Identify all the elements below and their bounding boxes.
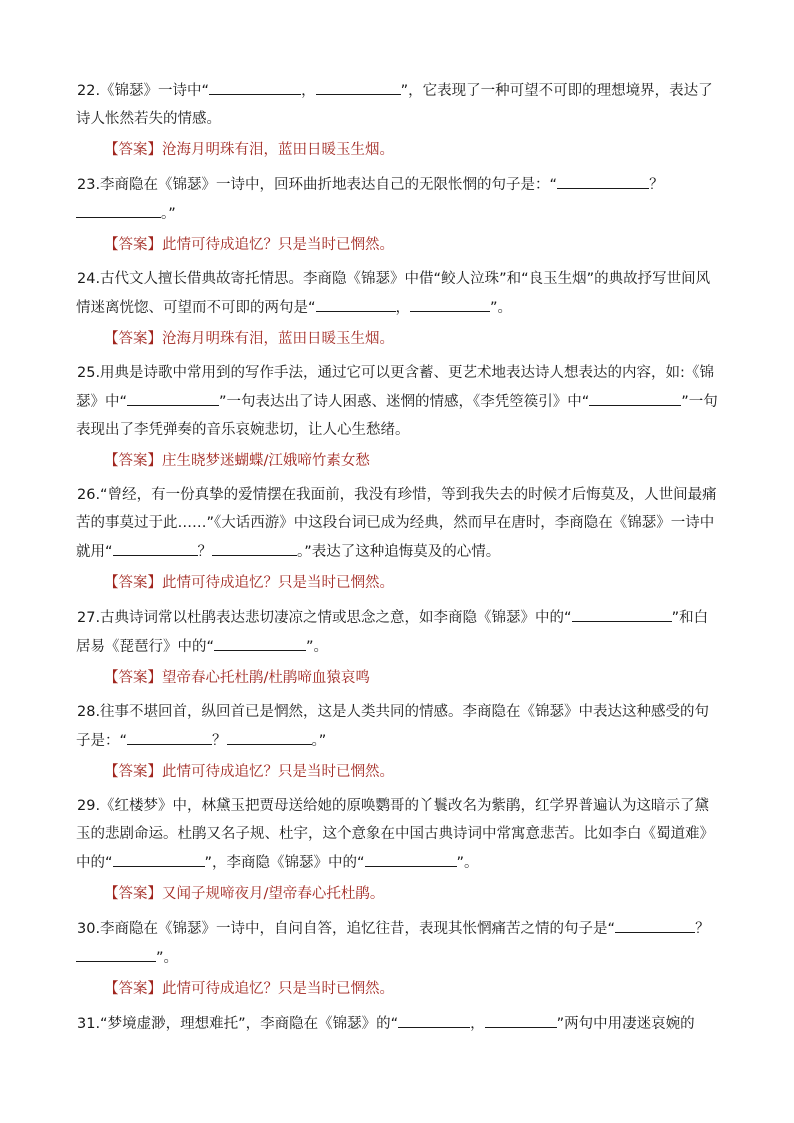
answer-blank[interactable] — [557, 170, 649, 189]
question-23: 23.李商隐在《锦瑟》一诗中，回环曲折地表达自己的无限怅惘的句子是：“ ？。” — [76, 170, 722, 228]
answer-25: 【答案】庄生晓梦迷蝴蝶/江娥啼竹素女愁 — [104, 453, 370, 469]
question-31: 31.“梦境虚渺，理想难托”，李商隐在《锦瑟》的“ ， ”两句中用凄迷哀婉的 — [76, 1009, 722, 1038]
answer-blank[interactable] — [209, 76, 301, 95]
answer-blank[interactable] — [410, 293, 490, 312]
answer-blank[interactable] — [212, 537, 297, 556]
answer-blank[interactable] — [589, 387, 681, 406]
answer-30: 【答案】此情可待成追忆？只是当时已惘然。 — [104, 981, 394, 997]
answer-blank[interactable] — [214, 632, 306, 651]
question-29: 29.《红楼梦》中，林黛玉把贾母送给她的原唤鹦哥的丫鬟改名为紫鹃，红学界普遍认为这暗示了黛玉的悲剧命运。杜鹃又名子规、杜宇，这个意象在中国古典诗词中常寓意悲苦。比如李白《蜀道难》中的“ ”，李商隐《锦瑟》中的“ ”。 — [76, 798, 714, 871]
question-25: 25.用典是诗歌中常用到的写作手法，通过它可以更含蓄、更艺术地表达诗人想表达的内容，如:《锦瑟》中“ ”一句表达出了诗人困惑、迷惘的情感，《李凭箜篌引》中“ ”一句表现出了李凭弹奏的音乐哀婉悲切，让人心生愁绪。 — [76, 365, 718, 438]
question-27: 27.古典诗词常以杜鹃表达悲切凄凉之情或思念之意，如李商隐《锦瑟》中的“ ”和白居易《琵琶行》中的“ ”。 — [76, 603, 722, 661]
answer-27: 【答案】望帝春心托杜鹃/杜鹃啼血猿哀鸣 — [104, 670, 370, 686]
question-26: 26.“曾经，有一份真挚的爱情摆在我面前，我没有珍惜，等到我失去的时候才后悔莫及，人世间最痛苦的事莫过于此……”《大话西游》中这段台词已成为经典，然而早在唐时，李商隐在《锦瑟》一诗中就用“ ？ 。”表达了这种追悔莫及的心情。 — [76, 487, 717, 560]
answer-24: 【答案】沧海月明珠有泪，蓝田日暖玉生烟。 — [104, 331, 394, 347]
answer-blank[interactable] — [127, 726, 212, 745]
question-24: 24.古代文人擅长借典故寄托情思。李商隐《锦瑟》中借“鲛人泣珠”和“良玉生烟”的典故抒写世间风情迷离恍惚、可望而不可即的两句是“ ， ”。 — [76, 271, 711, 316]
answer-22: 【答案】沧海月明珠有泪，蓝田日暖玉生烟。 — [104, 142, 394, 158]
answer-blank[interactable] — [485, 1009, 557, 1028]
answer-blank[interactable] — [615, 914, 695, 933]
question-30: 30.李商隐在《锦瑟》一诗中，自问自答，追忆往昔，表现其怅惘痛苦之情的句子是“ ？”。 — [76, 914, 722, 972]
question-28: 28.往事不堪回首，纵回首已是惘然，这是人类共同的情感。李商隐在《锦瑟》中表达这种感受的句子是：“ ？ 。” — [76, 704, 710, 749]
answer-blank[interactable] — [113, 537, 198, 556]
answer-blank[interactable] — [227, 726, 312, 745]
answer-blank[interactable] — [113, 848, 205, 867]
answer-blank[interactable] — [127, 387, 219, 406]
answer-blank[interactable] — [398, 1009, 470, 1028]
answer-29: 【答案】又闻子规啼夜月/望帝春心托杜鹃。 — [104, 886, 385, 902]
document-page — [76, 76, 722, 1038]
answer-blank[interactable] — [76, 943, 156, 962]
answer-blank[interactable] — [76, 199, 161, 218]
answer-23: 【答案】此情可待成追忆？只是当时已惘然。 — [104, 237, 394, 253]
answer-blank[interactable] — [365, 848, 457, 867]
answer-26: 【答案】此情可待成追忆？只是当时已惘然。 — [104, 575, 394, 591]
answer-blank[interactable] — [316, 293, 396, 312]
question-22: 22.《锦瑟》一诗中“ ， ”，它表现了一种可望不可即的理想境界，表达了诗人怅然若失的情感。 — [76, 76, 722, 133]
answer-blank[interactable] — [572, 603, 672, 622]
answer-28: 【答案】此情可待成追忆？只是当时已惘然。 — [104, 764, 394, 780]
answer-blank[interactable] — [316, 76, 401, 95]
